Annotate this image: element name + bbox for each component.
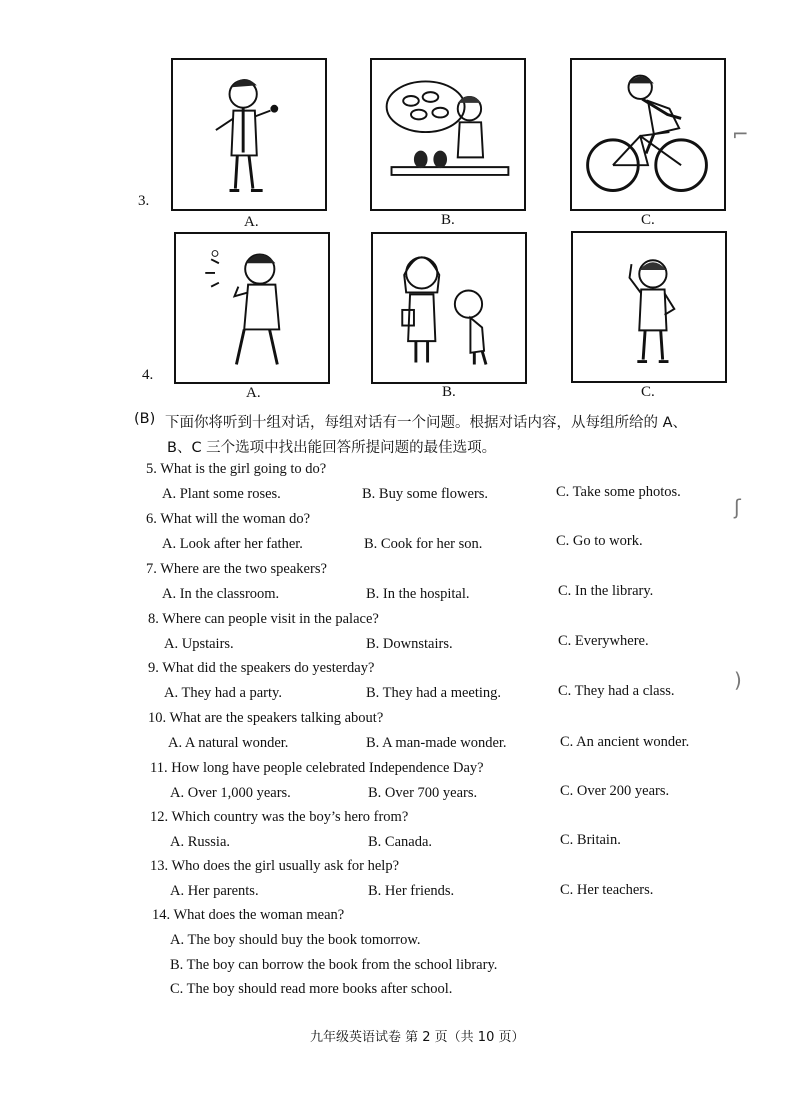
question-13: 13. Who does the girl usually ask for help? <box>150 858 399 874</box>
happy-boy-waving-icon <box>573 233 725 381</box>
option-label-4c: C. <box>641 384 655 400</box>
option-11b[interactable]: B. Over 700 years. <box>368 785 478 801</box>
margin-mark-2: ʃ <box>734 495 741 519</box>
question-number-3: 3. <box>138 193 150 209</box>
option-11a[interactable]: A. Over 1,000 years. <box>170 785 291 801</box>
margin-mark-3: ) <box>734 668 742 692</box>
option-9a[interactable]: A. They had a party. <box>164 685 282 701</box>
option-8a[interactable]: A. Upstairs. <box>164 636 234 652</box>
option-7b[interactable]: B. In the hospital. <box>366 586 470 602</box>
option-14b[interactable]: B. The boy can borrow the book from the school library. <box>170 957 498 973</box>
section-b-instruction-line1: 下面你将听到十组对话，每组对话有一个问题。根据对话内容，从每组所给的 A、 <box>165 415 688 431</box>
option-label-4b: B. <box>442 384 456 400</box>
cyclist-icon <box>572 60 724 209</box>
picture-4b[interactable] <box>371 232 527 384</box>
option-12a[interactable]: A. Russia. <box>170 834 231 850</box>
section-b-instruction-line2: B、C 三个选项中找出能回答所提问题的最佳选项。 <box>167 440 497 456</box>
sick-man-coughing-icon <box>176 234 328 382</box>
question-10: 10. What are the speakers talking about? <box>148 710 384 726</box>
option-12b[interactable]: B. Canada. <box>368 834 433 850</box>
question-12: 12. Which country was the boy’s hero from? <box>150 809 409 825</box>
margin-mark-1: ⌐ <box>732 122 749 146</box>
option-9b[interactable]: B. They had a meeting. <box>366 685 502 701</box>
picture-3a[interactable] <box>171 58 327 211</box>
option-10a[interactable]: A. A natural wonder. <box>168 735 289 751</box>
option-label-3c: C. <box>641 212 655 228</box>
option-7c[interactable]: C. In the library. <box>558 583 654 599</box>
option-14c[interactable]: C. The boy should read more books after school. <box>170 981 453 997</box>
option-label-3a: A. <box>244 214 259 230</box>
option-6a[interactable]: A. Look after her father. <box>162 536 303 552</box>
option-10b[interactable]: B. A man-made wonder. <box>366 735 507 751</box>
option-13c[interactable]: C. Her teachers. <box>560 882 654 898</box>
question-7: 7. Where are the two speakers? <box>146 561 327 577</box>
question-11: 11. How long have people celebrated Independence Day? <box>150 760 484 776</box>
picture-4a[interactable] <box>174 232 330 384</box>
section-b-label: (B) <box>134 411 156 427</box>
picture-3b[interactable] <box>370 58 526 211</box>
option-11c[interactable]: C. Over 200 years. <box>560 783 670 799</box>
picture-4c[interactable] <box>571 231 727 383</box>
option-14a[interactable]: A. The boy should buy the book tomorrow. <box>170 932 421 948</box>
option-12c[interactable]: C. Britain. <box>560 832 621 848</box>
teacher-bowing-student-icon <box>373 234 525 382</box>
question-number-4: 4. <box>142 367 154 383</box>
man-singing-icon <box>173 60 325 209</box>
option-9c[interactable]: C. They had a class. <box>558 683 675 699</box>
option-8b[interactable]: B. Downstairs. <box>366 636 453 652</box>
question-6: 6. What will the woman do? <box>146 511 311 527</box>
option-5c[interactable]: C. Take some photos. <box>556 484 681 500</box>
question-8: 8. Where can people visit in the palace? <box>148 611 379 627</box>
question-5: 5. What is the girl going to do? <box>146 461 327 477</box>
option-6b[interactable]: B. Cook for her son. <box>364 536 483 552</box>
question-14: 14. What does the woman mean? <box>152 907 345 923</box>
picture-3c[interactable] <box>570 58 726 211</box>
page-footer: 九年级英语试卷 第 2 页（共 10 页） <box>310 1030 525 1045</box>
option-10c[interactable]: C. An ancient wonder. <box>560 734 690 750</box>
option-label-3b: B. <box>441 212 455 228</box>
question-9: 9. What did the speakers do yesterday? <box>148 660 375 676</box>
option-7a[interactable]: A. In the classroom. <box>162 586 280 602</box>
option-6c[interactable]: C. Go to work. <box>556 533 643 549</box>
option-5a[interactable]: A. Plant some roses. <box>162 486 281 502</box>
option-13b[interactable]: B. Her friends. <box>368 883 455 899</box>
doctor-surgery-icon <box>372 60 524 209</box>
option-label-4a: A. <box>246 385 261 401</box>
option-13a[interactable]: A. Her parents. <box>170 883 259 899</box>
option-8c[interactable]: C. Everywhere. <box>558 633 649 649</box>
option-5b[interactable]: B. Buy some flowers. <box>362 486 489 502</box>
